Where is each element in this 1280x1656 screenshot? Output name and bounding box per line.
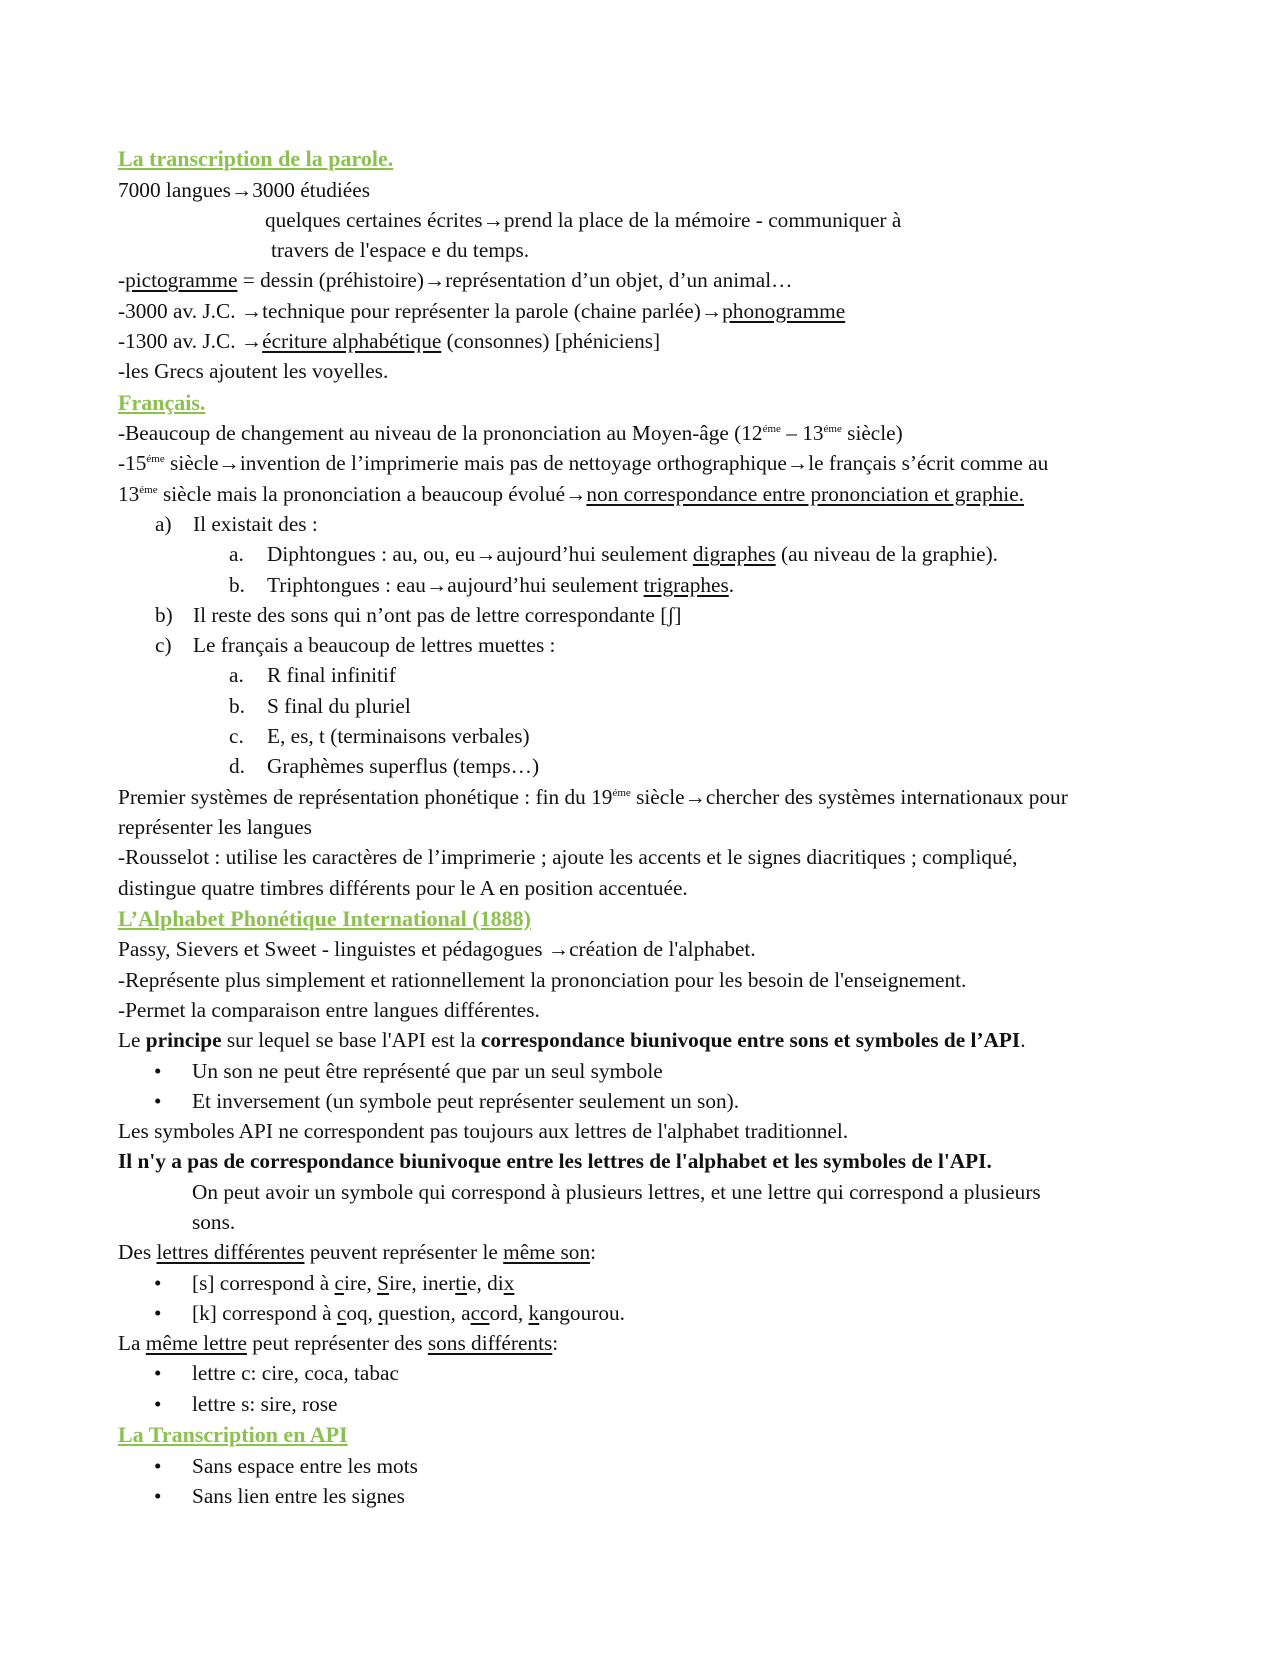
heading-api: L’Alphabet Phonétique International (1888) bbox=[118, 905, 531, 931]
text: siècle bbox=[630, 784, 685, 809]
text: angourou. bbox=[539, 1300, 625, 1325]
line: distingue quatre timbres différents pour le A en position accentuée. bbox=[118, 875, 688, 900]
list-item bbox=[118, 570, 1168, 600]
list-marker: a. bbox=[229, 542, 244, 567]
underlined-term: sons différents bbox=[427, 1331, 553, 1356]
underlined-letter: cc bbox=[470, 1300, 490, 1325]
underlined-letter: c bbox=[336, 1300, 347, 1325]
list-marker: b) bbox=[155, 602, 173, 627]
text: 3000 étudiées bbox=[252, 177, 370, 202]
bullet-icon: • bbox=[154, 1361, 162, 1386]
heading-transcription-api: La Transcription en API bbox=[118, 1422, 348, 1448]
text: Premier systèmes de représentation phonétique : fin du 19 bbox=[118, 784, 613, 809]
line: -Permet la comparaison entre langues différentes. bbox=[118, 997, 540, 1022]
arrow-icon: → bbox=[425, 572, 448, 597]
text: Un son ne peut être représenté que par un seul symbole bbox=[192, 1058, 663, 1083]
text: uestion, a bbox=[388, 1300, 471, 1325]
underlined-letter: ti bbox=[455, 1270, 468, 1295]
underlined-letter: q bbox=[378, 1300, 389, 1325]
text: aujourd’hui seulement bbox=[496, 542, 693, 567]
text: oq, bbox=[346, 1300, 379, 1325]
line: représenter les langues bbox=[118, 814, 312, 839]
list-marker: b. bbox=[229, 693, 245, 718]
list-marker: a) bbox=[155, 511, 172, 536]
arrow-icon: → bbox=[482, 207, 504, 232]
text: peut représenter des bbox=[246, 1331, 428, 1356]
underlined-term: écriture alphabétique bbox=[262, 328, 442, 353]
line bbox=[118, 265, 1168, 295]
line bbox=[118, 1328, 1168, 1358]
line bbox=[118, 479, 1168, 509]
bullet-icon: • bbox=[154, 1088, 162, 1113]
text: [k] correspond à bbox=[192, 1300, 337, 1325]
text: aujourd’hui seulement bbox=[447, 572, 644, 597]
text: chercher des systèmes internationaux pour bbox=[705, 784, 1068, 809]
arrow-icon: → bbox=[547, 937, 570, 962]
text: Graphèmes superflus (temps…) bbox=[267, 754, 540, 779]
bullet-item bbox=[118, 1086, 1168, 1116]
text: lettre c: cire, coca, tabac bbox=[192, 1361, 399, 1386]
arrow-icon: → bbox=[240, 328, 263, 353]
bold-term: correspondance biunivoque entre sons et symboles de l’API bbox=[480, 1028, 1021, 1053]
list-marker: c. bbox=[229, 724, 244, 749]
text: lettre s: sire, rose bbox=[192, 1391, 338, 1416]
bullet-item bbox=[118, 1389, 1168, 1419]
text: . bbox=[728, 572, 735, 597]
list-marker: c) bbox=[155, 633, 172, 658]
line bbox=[118, 448, 1168, 478]
heading-transcription: La transcription de la parole. bbox=[118, 146, 394, 171]
text: prend la place de la mémoire - communiquer à bbox=[503, 207, 902, 232]
superscript: éme bbox=[146, 453, 165, 466]
text: Le français a beaucoup de lettres muettes : bbox=[193, 633, 556, 658]
text: ire, bbox=[343, 1270, 378, 1295]
text: ire, iner bbox=[388, 1270, 456, 1295]
arrow-icon: → bbox=[565, 481, 587, 506]
list-marker: b. bbox=[229, 572, 245, 597]
list-item bbox=[118, 600, 1168, 630]
text: Triphtongues : eau bbox=[267, 572, 426, 597]
line bbox=[118, 205, 1168, 235]
line bbox=[118, 1146, 1168, 1176]
text: 13 bbox=[118, 481, 140, 506]
superscript: éme bbox=[762, 422, 781, 435]
text: technique pour représenter la parole (chaine parlée) bbox=[262, 298, 701, 323]
text: siècle) bbox=[841, 421, 903, 446]
text: : bbox=[552, 1331, 559, 1356]
bullet-item bbox=[118, 1268, 1168, 1298]
text: . bbox=[1020, 1028, 1026, 1053]
text: le français s’écrit comme au bbox=[808, 451, 1049, 476]
line bbox=[118, 418, 1168, 448]
bullet-icon: • bbox=[154, 1453, 162, 1478]
arrow-icon: → bbox=[786, 451, 809, 476]
bold-term: Il n'y a pas de correspondance biunivoque entre les lettres de l'alphabet et les symboles de l'API. bbox=[118, 1149, 992, 1174]
line: travers de l'espace e du temps. bbox=[271, 238, 530, 263]
text: -1300 av. J.C. bbox=[118, 328, 241, 353]
line bbox=[118, 782, 1168, 812]
list-item bbox=[118, 509, 1168, 539]
text: E, es, t (terminaisons verbales) bbox=[267, 724, 530, 749]
text: e, di bbox=[467, 1270, 504, 1295]
bullet-icon: • bbox=[154, 1391, 162, 1416]
underlined-letter: x bbox=[503, 1270, 515, 1295]
line bbox=[118, 1237, 1168, 1267]
text: ord, bbox=[489, 1300, 529, 1325]
arrow-icon: → bbox=[240, 298, 263, 323]
list-marker: d. bbox=[229, 754, 245, 779]
text: Il existait des : bbox=[193, 511, 318, 536]
underlined-letter: c bbox=[334, 1270, 344, 1295]
bullet-icon: • bbox=[154, 1058, 162, 1083]
underlined-term: trigraphes bbox=[643, 572, 729, 597]
arrow-icon: → bbox=[230, 177, 253, 202]
list-marker: a. bbox=[229, 663, 244, 688]
list-item bbox=[118, 691, 1168, 721]
text: quelques certaines écrites bbox=[265, 207, 483, 232]
text: – 13 bbox=[780, 421, 824, 446]
text: peuvent représenter le bbox=[304, 1240, 504, 1265]
line bbox=[118, 1025, 1168, 1055]
underlined-term: pictogramme bbox=[125, 268, 238, 293]
text: - bbox=[118, 268, 126, 293]
text: Diphtongues : au, ou, eu bbox=[267, 542, 476, 567]
bullet-item bbox=[118, 1358, 1168, 1388]
arrow-icon: → bbox=[684, 784, 706, 809]
text: (au niveau de la graphie). bbox=[775, 542, 998, 567]
text: siècle mais la prononciation a beaucoup évolué bbox=[157, 481, 566, 506]
text: siècle bbox=[164, 451, 219, 476]
list-item bbox=[118, 630, 1168, 660]
underlined-term: même son bbox=[503, 1240, 591, 1265]
text: -3000 av. J.C. bbox=[118, 298, 241, 323]
line bbox=[118, 175, 1168, 205]
bullet-icon: • bbox=[154, 1300, 162, 1325]
text: Sans espace entre les mots bbox=[192, 1453, 418, 1478]
bold-term: principe bbox=[145, 1028, 222, 1053]
superscript: éme bbox=[612, 786, 631, 799]
underlined-term: lettres différentes bbox=[156, 1240, 305, 1265]
arrow-icon: → bbox=[218, 451, 240, 476]
arrow-icon: → bbox=[475, 542, 497, 567]
line: On peut avoir un symbole qui correspond à plusieurs lettres, et une lettre qui correspond a plusieurs bbox=[192, 1179, 1041, 1204]
text: Le bbox=[118, 1028, 146, 1053]
bullet-icon: • bbox=[154, 1270, 162, 1295]
bullet-item bbox=[118, 1451, 1168, 1481]
text: Passy, Sievers et Sweet - linguistes et pédagogues bbox=[118, 937, 548, 962]
text: -15 bbox=[118, 451, 147, 476]
underlined-term: non correspondance entre prononciation et graphie. bbox=[586, 481, 1024, 506]
line: -Représente plus simplement et rationnellement la prononciation pour les besoin de l'enseignement. bbox=[118, 967, 967, 992]
underlined-letter: k bbox=[528, 1300, 540, 1325]
text: R final infinitif bbox=[267, 663, 396, 688]
line bbox=[118, 326, 1168, 356]
superscript: éme bbox=[823, 422, 842, 435]
list-item bbox=[118, 660, 1168, 690]
text: invention de l’imprimerie mais pas de nettoyage orthographique bbox=[239, 451, 787, 476]
text: (consonnes) [phéniciens] bbox=[441, 328, 661, 353]
bullet-item bbox=[118, 1056, 1168, 1086]
text: -Beaucoup de changement au niveau de la prononciation au Moyen-âge (12 bbox=[118, 421, 763, 446]
text: Sans lien entre les signes bbox=[192, 1483, 405, 1508]
text: création de l'alphabet. bbox=[569, 937, 756, 962]
text: Et inversement (un symbole peut représenter seulement un son). bbox=[192, 1088, 740, 1113]
list-item bbox=[118, 751, 1168, 781]
arrow-icon: → bbox=[700, 298, 723, 323]
line: Les symboles API ne correspondent pas toujours aux lettres de l'alphabet traditionnel. bbox=[118, 1119, 849, 1144]
arrow-icon: → bbox=[423, 268, 446, 293]
underlined-term: même lettre bbox=[145, 1331, 247, 1356]
list-item bbox=[118, 721, 1168, 751]
text: = dessin (préhistoire) bbox=[237, 268, 424, 293]
line: -les Grecs ajoutent les voyelles. bbox=[118, 359, 389, 384]
text: 7000 langues bbox=[118, 177, 231, 202]
line: sons. bbox=[192, 1210, 236, 1234]
underlined-letter: S bbox=[377, 1270, 389, 1295]
line bbox=[118, 934, 1168, 964]
text: : bbox=[590, 1240, 597, 1265]
text: La bbox=[118, 1331, 146, 1356]
text: sur lequel se base l'API est la bbox=[221, 1028, 481, 1053]
underlined-term: phonogramme bbox=[722, 298, 846, 323]
text: [s] correspond à bbox=[192, 1270, 335, 1295]
underlined-term: digraphes bbox=[692, 542, 776, 567]
text: Des bbox=[118, 1240, 157, 1265]
bullet-icon: • bbox=[154, 1483, 162, 1508]
document-page bbox=[118, 143, 1168, 1511]
line: -Rousselot : utilise les caractères de l’imprimerie ; ajoute les accents et le signes diacritiques ; compliqué, bbox=[118, 845, 1018, 870]
bullet-item bbox=[118, 1481, 1168, 1511]
heading-francais: Français. bbox=[118, 389, 206, 415]
text: représentation d’un objet, d’un animal… bbox=[445, 268, 793, 293]
text: S final du pluriel bbox=[267, 693, 411, 718]
line bbox=[118, 296, 1168, 326]
bullet-item bbox=[118, 1298, 1168, 1328]
list-item bbox=[118, 539, 1168, 569]
superscript: éme bbox=[139, 483, 158, 496]
text: Il reste des sons qui n’ont pas de lettre correspondante [ʃ] bbox=[193, 602, 682, 627]
